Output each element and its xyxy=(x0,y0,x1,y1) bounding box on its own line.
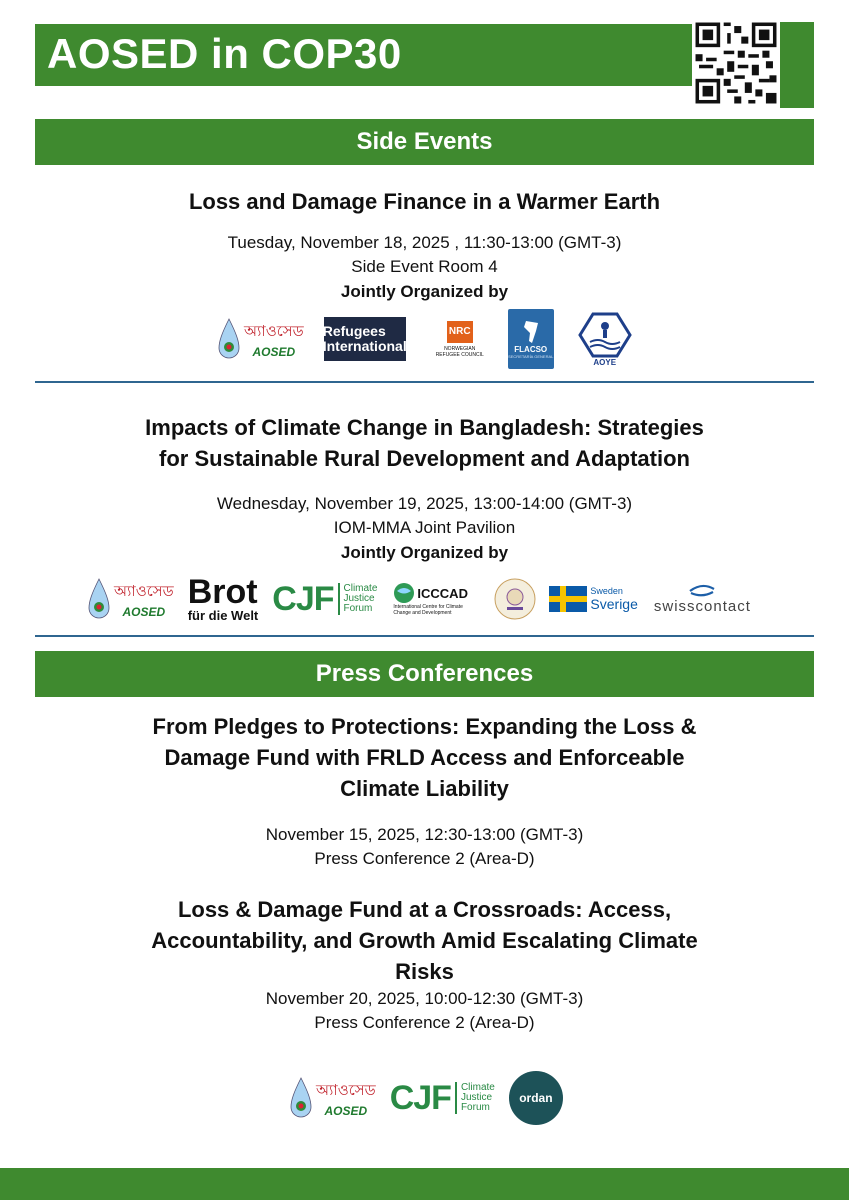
event2-date: Wednesday, November 19, 2025, 13:00-14:00 (GMT-3) xyxy=(216,494,633,513)
cjf-sub-3: Forum xyxy=(343,603,373,614)
refugees-international-logo: Refugees International xyxy=(324,317,406,361)
divider-1 xyxy=(35,381,814,383)
event1-venue: Side Event Room 4 xyxy=(351,257,498,276)
qr-accent xyxy=(779,22,814,108)
aosed-text: AOSED xyxy=(122,604,166,619)
swisscontact-swirl-icon xyxy=(687,584,717,598)
sverige-text: Sverige xyxy=(590,596,638,612)
ordan-logo xyxy=(509,1071,563,1125)
aosed-drop-icon xyxy=(218,317,240,361)
event1-date: Tuesday, November 18, 2025 , 11:30-13:00 (GMT-3) xyxy=(227,233,622,252)
event1-logos xyxy=(218,308,632,370)
aosed-logo xyxy=(218,317,304,361)
press2-date: November 20, 2025, 10:00-12:30 (GMT-3) xyxy=(265,989,584,1008)
cjf-divider xyxy=(338,583,340,615)
cjf-sub-2: Justice xyxy=(343,593,375,604)
cjf-sub-1: Climate xyxy=(460,1082,495,1093)
swedish-flag-icon xyxy=(549,586,587,612)
press-conferences-heading: Press Conferences xyxy=(35,651,814,697)
event2-title-line2: for Sustainable Rural Development and Adaptation xyxy=(159,446,690,471)
nrc-mark: NRC xyxy=(447,321,473,343)
flacso-text: FLACSO xyxy=(514,345,548,354)
event2-title-line1: Impacts of Climate Change in Bangladesh: Strategies xyxy=(145,415,704,440)
event2-venue: IOM-MMA Joint Pavilion xyxy=(333,518,516,537)
cjf-divider xyxy=(455,1082,457,1114)
aoye-logo xyxy=(578,312,632,367)
title-banner xyxy=(35,24,779,86)
aosed-text: AOSED xyxy=(324,1103,368,1118)
cjf-subtitle xyxy=(344,584,378,614)
university-seal-logo xyxy=(493,577,537,621)
aoye-text: AOYE xyxy=(593,357,617,367)
cjf-sub-2: Justice xyxy=(460,1092,493,1103)
sweden-sverige-logo xyxy=(549,586,637,612)
aosed-logo xyxy=(88,577,174,621)
aoye-hexagon-icon xyxy=(578,312,632,358)
press2-venue: Press Conference 2 (Area-D) xyxy=(314,1013,535,1032)
icccad-logo xyxy=(393,582,473,616)
press1-title-line3: Climate Liability xyxy=(340,776,509,801)
page-title: AOSED in COP30 xyxy=(47,30,402,77)
side-events-heading: Side Events xyxy=(35,119,814,165)
swisscontact-logo xyxy=(654,584,751,615)
footer-bar xyxy=(0,1168,849,1200)
divider-2 xyxy=(35,635,814,637)
press2-title-line2: Accountability, and Growth Amid Escalating Climate xyxy=(151,928,698,953)
press1-title-line1: From Pledges to Protections: Expanding the Loss & xyxy=(152,714,697,739)
event2-logos xyxy=(88,570,751,628)
aosed-logo xyxy=(290,1076,376,1120)
cjf-sub-3: Forum xyxy=(460,1102,490,1113)
cjf-text: CJF xyxy=(272,579,334,618)
cjf-sub-1: Climate xyxy=(343,583,378,594)
press1-venue: Press Conference 2 (Area-D) xyxy=(314,849,535,868)
aosed-bengali-text: অ্যাওসেড xyxy=(244,321,304,340)
flacso-map-icon xyxy=(518,319,544,345)
seal-icon xyxy=(493,577,537,621)
qr-code-block xyxy=(684,18,814,108)
nrc-logo xyxy=(434,321,486,358)
icccad-text: ICCCAD xyxy=(417,585,468,601)
aosed-text: AOSED xyxy=(252,344,296,359)
nrc-subtitle: NORWEGIAN REFUGEE COUNCIL xyxy=(435,345,484,358)
brot-fur-die-welt-logo xyxy=(187,572,259,623)
flacso-subtitle: SECRETARÍA GENERAL xyxy=(508,354,554,359)
sweden-text: Sweden xyxy=(590,586,623,596)
event1-title: Loss and Damage Finance in a Warmer Earth xyxy=(188,189,661,214)
icccad-globe-icon xyxy=(393,582,415,604)
press1-title-line2: Damage Fund with FRLD Access and Enforceable xyxy=(164,745,685,770)
brot-text: Brot xyxy=(187,572,258,611)
fur-die-welt-text: für die Welt xyxy=(187,607,259,623)
press1-date: November 15, 2025, 12:30-13:00 (GMT-3) xyxy=(265,825,584,844)
qr-code-icon[interactable] xyxy=(692,18,780,108)
aosed-bengali-text: অ্যাওসেড xyxy=(114,581,174,600)
flacso-logo xyxy=(508,309,554,369)
event1-organized-label: Jointly Organized by xyxy=(340,282,509,301)
cjf-subtitle xyxy=(461,1083,495,1113)
aosed-drop-icon xyxy=(290,1076,312,1120)
ordan-text: ordan xyxy=(519,1091,553,1105)
cjf-logo xyxy=(390,1079,495,1118)
cjf-logo xyxy=(272,580,377,619)
icccad-subtitle: International Centre for Climate Change and Development xyxy=(393,604,463,616)
cjf-text: CJF xyxy=(389,1078,451,1117)
aosed-bengali-text: অ্যাওসেড xyxy=(316,1080,376,1099)
swisscontact-text: swisscontact xyxy=(653,597,751,615)
event2-organized-label: Jointly Organized by xyxy=(340,543,509,562)
press2-title-line3: Risks xyxy=(395,959,454,984)
press-logos xyxy=(290,1070,563,1126)
press2-title-line1: Loss & Damage Fund at a Crossroads: Access, xyxy=(177,897,672,922)
aosed-drop-icon xyxy=(88,577,110,621)
